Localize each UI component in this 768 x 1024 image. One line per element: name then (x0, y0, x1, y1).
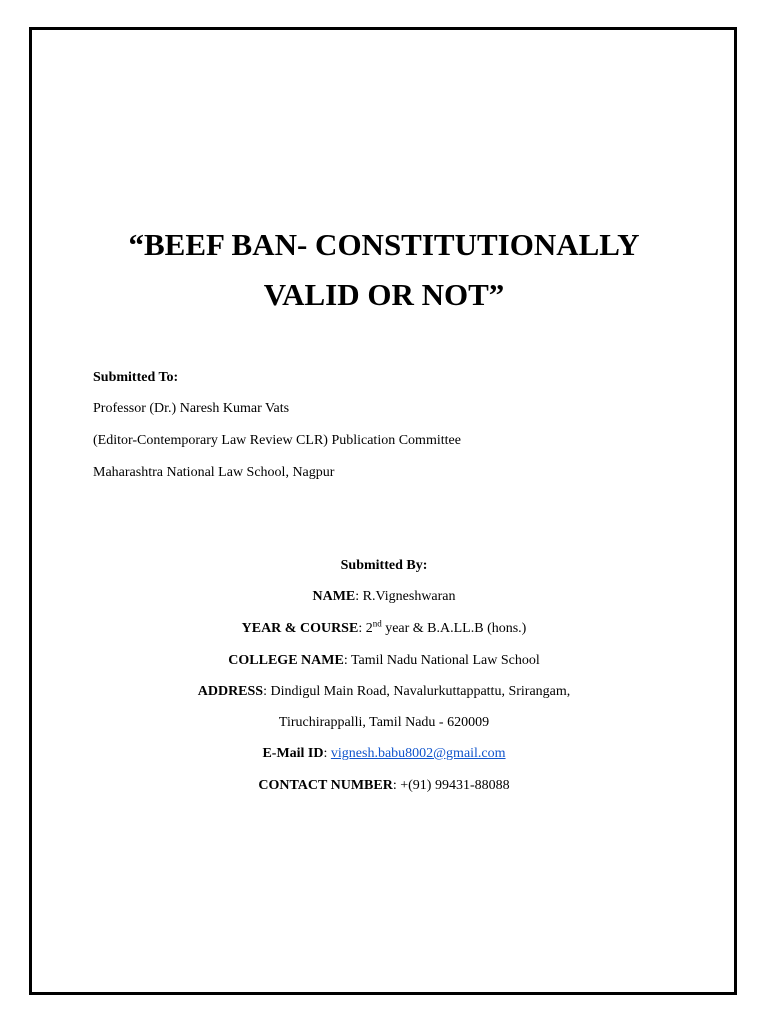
submitted-to-committee: (Editor-Contemporary Law Review CLR) Publication Committee (93, 433, 461, 448)
submitted-to-heading: Submitted To: (93, 370, 179, 385)
college-name-label: COLLEGE NAME (228, 653, 344, 668)
submitted-by-heading: Submitted By: (340, 558, 428, 573)
address-label: ADDRESS (197, 684, 264, 699)
year-course-prefix: : 2 (358, 621, 373, 636)
year-course-label: YEAR & COURSE (241, 621, 359, 636)
college-name-value: : Tamil Nadu National Law School (343, 653, 540, 668)
address-line-2: Tiruchirappalli, Tamil Nadu - 620009 (278, 715, 490, 730)
email-label: E-Mail ID (262, 746, 324, 761)
document-title-line-2: VALID OR NOT” (263, 277, 505, 312)
submitted-to-professor: Professor (Dr.) Naresh Kumar Vats (93, 401, 290, 416)
email-separator: : (323, 746, 331, 761)
page-border (29, 27, 737, 995)
contact-number-label: CONTACT NUMBER (258, 778, 393, 793)
email-line (0, 746, 768, 762)
college-name-line (0, 653, 768, 669)
student-name-line (0, 589, 768, 605)
address-line-1 (0, 684, 768, 700)
year-course-line (0, 618, 768, 637)
student-name-value: : R.Vigneshwaran (355, 589, 456, 604)
address-value: : Dindigul Main Road, Navalurkuttappattu, Srirangam, (263, 684, 571, 699)
document-title-line-1: “BEEF BAN- CONSTITUTIONALLY (128, 227, 640, 262)
contact-number-value: : +(91) 99431-88088 (392, 778, 510, 793)
year-course-ordinal: nd (372, 618, 382, 629)
submitted-to-institution: Maharashtra National Law School, Nagpur (93, 465, 335, 480)
email-link[interactable]: vignesh.babu8002@gmail.com (330, 746, 506, 761)
student-name-label: NAME (312, 589, 356, 604)
contact-number-line (0, 778, 768, 794)
year-course-value: year & B.A.LL.B (hons.) (381, 621, 527, 636)
